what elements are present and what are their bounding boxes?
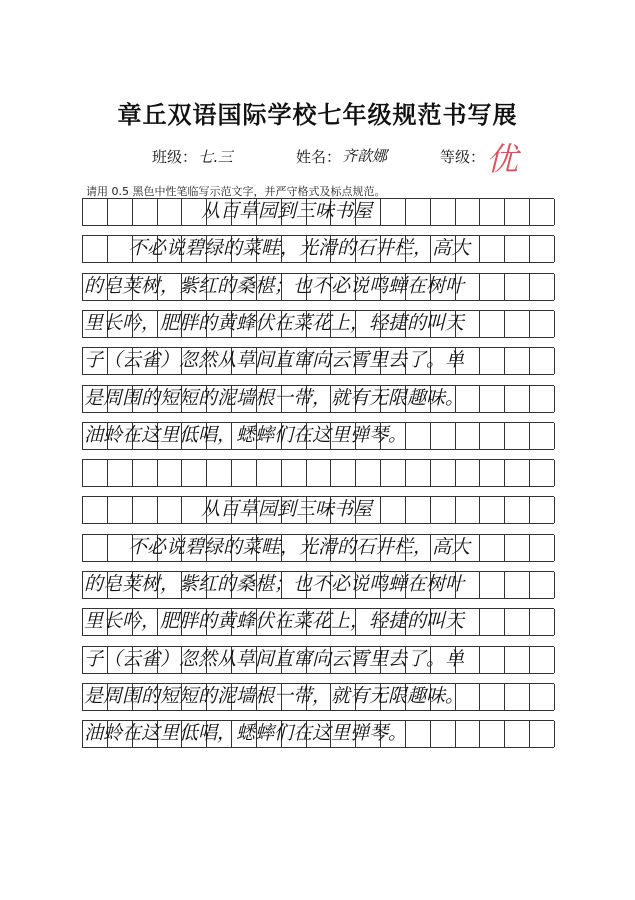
instruction-text: 请用 0.5 黑色中性笔临写示范文字，并严守格式及标点规范。 xyxy=(86,185,386,198)
name-value: 齐歆娜 xyxy=(342,147,388,165)
grid-cell-divider xyxy=(206,460,207,486)
essay-line: 的皂荚树，紫红的桑椹；也不必说鸣蝉在树叶 xyxy=(84,274,465,297)
grid-cell-divider xyxy=(430,460,431,486)
essay-line: 不必说碧绿的菜畦，光滑的石井栏，高大 xyxy=(128,535,471,558)
essay-line: 子（云雀）忽然从草间直窜向云霄里去了。单 xyxy=(84,349,465,372)
grade-label: 等级： xyxy=(440,148,486,166)
essay-heading: 从百草园到三味书屋 xyxy=(201,200,373,222)
grid-cell-divider xyxy=(107,460,108,486)
grid-cell-divider xyxy=(157,460,158,486)
essay-line: 不必说碧绿的菜畦，光滑的石井栏，高大 xyxy=(128,237,471,260)
name-label: 姓名： xyxy=(296,148,342,166)
grid-cell-divider xyxy=(231,460,232,486)
essay-line: 里长吟，肥胖的黄蜂伏在菜花上，轻捷的叫天 xyxy=(84,311,465,334)
grid-cell-divider xyxy=(82,460,83,486)
grid-cell-divider xyxy=(405,460,406,486)
essay-line: 里长吟，肥胖的黄蜂伏在菜花上，轻捷的叫天 xyxy=(84,610,465,633)
grid-cell-divider xyxy=(306,460,307,486)
essay-line: 是周围的短短的泥墙根一带，就有无限趣味。 xyxy=(84,386,465,409)
essay-line: 油蛉在这里低唱，蟋蟀们在这里弹琴。 xyxy=(84,722,408,745)
essay-line: 是周围的短短的泥墙根一带，就有无限趣味。 xyxy=(84,684,465,707)
essay-line: 油蛉在这里低唱，蟋蟀们在这里弹琴。 xyxy=(84,423,408,446)
page-title: 章丘双语国际学校七年级规范书写展 xyxy=(117,101,518,129)
grid-cell-divider xyxy=(479,460,480,486)
grid-cell-divider xyxy=(529,460,530,486)
grid-cell-divider xyxy=(281,460,282,486)
grid-cell-divider xyxy=(256,460,257,486)
grid-row xyxy=(82,459,554,487)
grade-value: 优 xyxy=(486,140,519,178)
student-info xyxy=(0,140,635,178)
class-value: 七.三 xyxy=(198,148,233,166)
grid-cell-divider xyxy=(380,460,381,486)
essay-line: 子（云雀）忽然从草间直窜向云霄里去了。单 xyxy=(84,647,465,670)
grid-cell-divider xyxy=(355,460,356,486)
grid-cell-divider xyxy=(455,460,456,486)
class-label: 班级： xyxy=(152,148,198,166)
essay-heading: 从百草园到三味书屋 xyxy=(201,498,373,521)
grid-cell-divider xyxy=(330,460,331,486)
grid-cell-divider xyxy=(504,460,505,486)
writing-grid xyxy=(82,198,554,798)
grid-cell-divider xyxy=(554,460,555,486)
grid-cell-divider xyxy=(181,460,182,486)
grid-cell-divider xyxy=(132,460,133,486)
essay-line: 的皂荚树，紫红的桑椹；也不必说鸣蝉在树叶 xyxy=(84,573,465,595)
